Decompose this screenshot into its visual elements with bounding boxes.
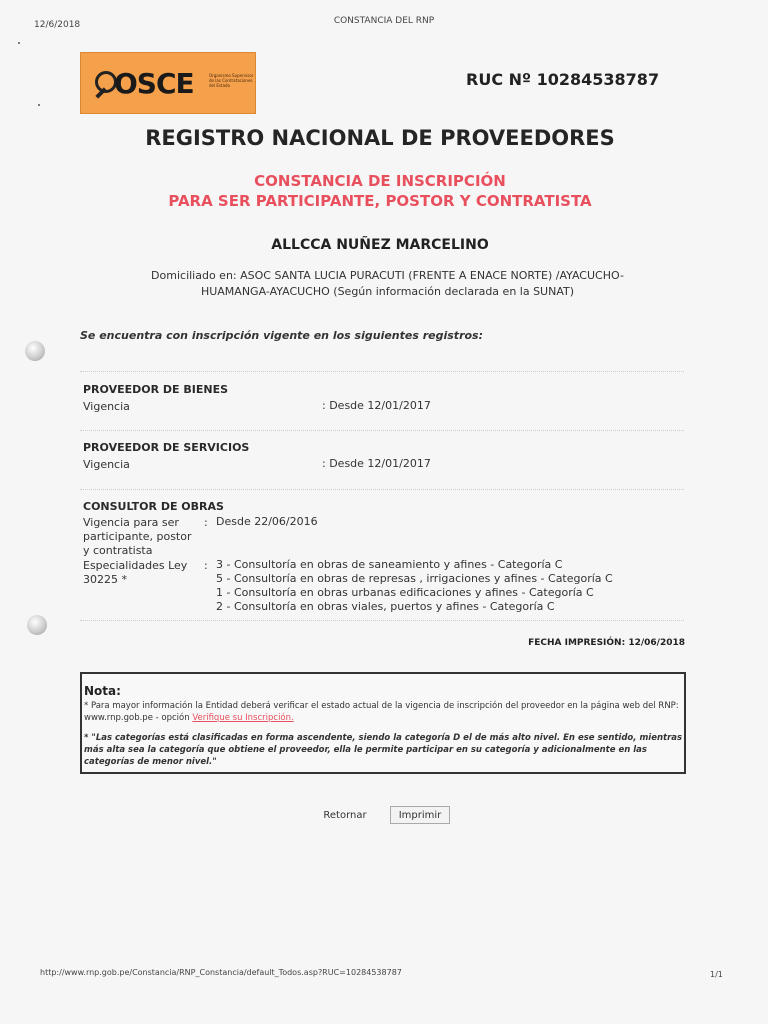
note-paragraph-2: * "Las categorías está clasificadas en forma ascendente, siendo la categoría D el de más alto nivel. En ese sentido, mientras más alta sea la categoría que obtiene el proveedor, ella le permite participar en su categoría y adicionalmente en las categorías de menor nivel."	[84, 733, 683, 767]
especialidad-item: 2 - Consultoría en obras viales, puertos y afines - Categoría C	[216, 600, 555, 613]
especialidades-list	[216, 558, 613, 614]
logo-text: OSCE	[114, 67, 194, 100]
obras-vigencia-value: Desde 22/06/2016	[216, 515, 318, 528]
registry-title: REGISTRO NACIONAL DE PROVEEDORES	[145, 126, 615, 150]
note-title: Nota:	[84, 684, 121, 698]
footer-page-number: 1/1	[710, 970, 723, 979]
divider	[80, 620, 684, 621]
obras-vigencia-colon: :	[204, 516, 208, 529]
binder-hole	[27, 615, 47, 635]
print-date: 12/6/2018	[34, 20, 81, 30]
note-paragraph-1	[84, 700, 682, 724]
ruc-number: RUC Nº 10284538787	[466, 70, 660, 89]
especialidad-item: 5 - Consultoría en obras de represas , irrigaciones y afines - Categoría C	[216, 572, 613, 585]
especialidades-label-line: 30225 *	[83, 573, 127, 586]
print-header-title: CONSTANCIA DEL RNP	[333, 16, 435, 26]
verify-inscription-link[interactable]: Verifique su Inscripción.	[192, 713, 294, 723]
obras-vigencia-label-line: participante, postor	[83, 530, 192, 543]
obras-vigencia-label	[83, 516, 192, 558]
scan-speck	[18, 42, 20, 44]
note-p1-text: * Para mayor información la Entidad deberá verificar el estado actual de la vigencia de inscripción del proveedor en la página web del RNP: www.rnp.gob.pe - opción	[84, 701, 679, 723]
obras-vigencia-label-line: Vigencia para ser	[83, 516, 179, 529]
registers-intro: Se encuentra con inscripción vigente en los siguientes registros:	[80, 329, 483, 342]
divider	[80, 489, 684, 490]
section-title-bienes: PROVEEDOR DE BIENES	[83, 383, 229, 396]
obras-vigencia-label-line: y contratista	[83, 544, 153, 557]
servicios-vigencia-value: : Desde 12/01/2017	[322, 457, 431, 470]
section-title-obras: CONSULTOR DE OBRAS	[83, 500, 224, 513]
servicios-vigencia-label: Vigencia	[83, 458, 130, 471]
logo-subtext: Organismo Supervisor de las Contrataciones del Estado	[209, 73, 254, 88]
footer-url: http://www.rnp.gob.pe/Constancia/RNP_Constancia/default_Todos.asp?RUC=10284538787	[40, 968, 402, 977]
especialidad-item: 3 - Consultoría en obras de saneamiento y afines - Categoría C	[216, 558, 563, 571]
especialidades-label-line: Especialidades Ley	[83, 559, 188, 572]
print-date-stamp: FECHA IMPRESIÓN: 12/06/2018	[528, 638, 685, 648]
obras-especialidades-colon: :	[204, 559, 208, 572]
print-button[interactable]: Imprimir	[390, 806, 450, 824]
back-button[interactable]: Retornar	[323, 810, 367, 821]
note-box	[80, 672, 686, 774]
address-line2: HUAMANGA-AYACUCHO (Según información declarada en la SUNAT)	[200, 285, 575, 298]
scan-speck	[38, 104, 40, 106]
provider-name: ALLCCA NUÑEZ MARCELINO	[271, 237, 489, 253]
osce-logo	[80, 52, 256, 114]
binder-hole	[25, 341, 45, 361]
subtitle-line2: PARA SER PARTICIPANTE, POSTOR Y CONTRATISTA	[168, 192, 592, 210]
bienes-vigencia-value: : Desde 12/01/2017	[322, 399, 431, 412]
section-title-servicios: PROVEEDOR DE SERVICIOS	[83, 441, 250, 454]
divider	[80, 430, 684, 431]
especialidad-item: 1 - Consultoría en obras urbanas edificaciones y afines - Categoría C	[216, 586, 594, 599]
subtitle-line1: CONSTANCIA DE INSCRIPCIÓN	[254, 172, 506, 190]
divider	[80, 371, 684, 372]
obras-especialidades-label	[83, 559, 187, 587]
address-line1: Domiciliado en: ASOC SANTA LUCIA PURACUTI (FRENTE A ENACE NORTE) /AYACUCHO-	[151, 269, 624, 282]
bienes-vigencia-label: Vigencia	[83, 400, 130, 413]
provider-address	[100, 268, 675, 300]
